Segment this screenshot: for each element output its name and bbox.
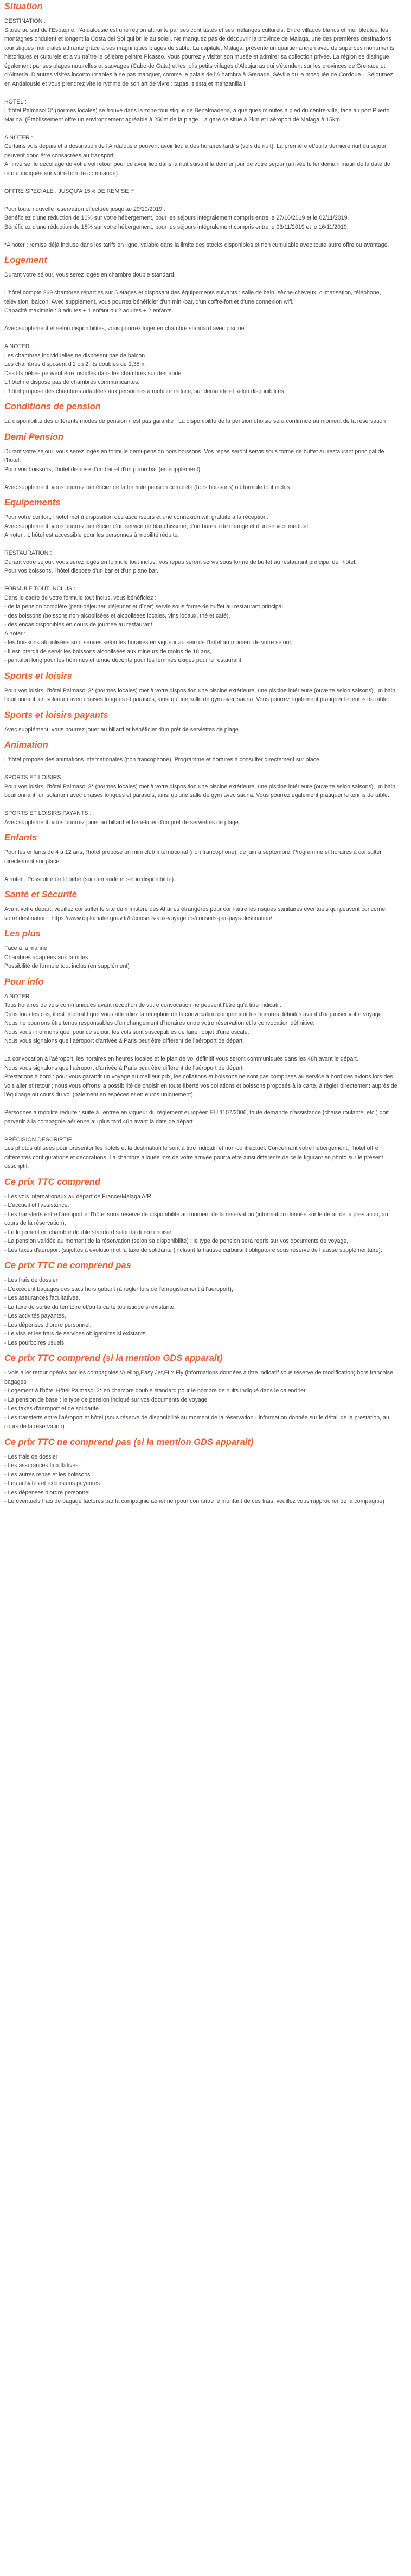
section [4,928,398,971]
paragraph: L'hôtel propose des animations internationales (non francophone). Programme et horaires à consulter directement sur place. [4,756,321,763]
paragraph: - Les taxes d'aéroport et de solidarité [4,1405,99,1412]
paragraph: - La pension validée au moment de la réservation (selon sa disponibilité) : le type de pension sera repris sur vos documents de voyage, [4,1238,349,1244]
paragraph: Avant votre départ, veuillez consulter le site du ministère des Affaires étrangères pour connaître les risques sanitaires éventuels qui peuvent concerner votre destination : https://www.diplomatie.gouv.fr/fr/conseils-aux-voyageurs/conseils-par-pays-destination/ [4,906,387,922]
paragraph: - Les dépenses d'ordre personnel [4,1489,90,1496]
paragraph: - des encas disponibles en cours de journée au restaurant. [4,621,154,628]
section-title: Situation [4,2,43,11]
section-title: Equipements [4,498,61,508]
paragraph: Possibilité de formule tout inclus (en supplément) [4,963,130,969]
paragraph-spacer [4,333,398,343]
paragraph: Prestations à bord : pour vous garantir un voyage au meilleur prix, les collations et boissons ne sont pas comprises au service à bord des avions lors des vols aller et retour ; nous vous offrons la possibilité de choisir en toute liberté vos collations et boissons proposés à la carte, à régler directement auprès de l'équipage ou cours du vol (paiement en espèces et en euros uniquement). [4,1074,397,1098]
section [4,1260,398,1347]
section [4,1177,398,1255]
paragraph: Avec supplément et selon disponibilités, vous pourrez loger en chambre standard avec piscine. [4,325,246,332]
paragraph: A noter : Possibilité de lit bébé (sur demande et selon disponibilité). [4,876,176,883]
paragraph: L'hôtel compte 269 chambres réparties sur 5 étages et disposant des équipements suivants : salle de bain, sèche-cheveux, climatisation, téléphone, télévision, balcon. Avec supplément, vous pourrez bénéficier d'un mini-bar, d'un coffre-fort et d'une connexion wifi. [4,290,381,305]
paragraph: - les boissons alcoolisées sont servies selon les horaires en vigueur au sein de l'hôtel au moment de votre séjour, [4,639,293,646]
paragraph-spacer [4,1046,398,1055]
section [4,497,398,665]
section [4,710,398,735]
paragraph: Dans le cadre de votre formule tout inclus, vous bénéficiez : [4,594,157,601]
paragraph: L'hôtel propose des chambres adaptées aux personnes à mobilité réduite, sur demande et selon disponibilités. [4,388,286,395]
paragraph: Nous vous signalons que l'aéroport d'arrivée à Paris peut être différent de l'aéroport de départ. [4,1038,245,1044]
paragraph: - Les transferts entre l'aéroport et l'hôtel sous réserve de disponibilité au moment de la réservation (information donnée sur le détail de la prestation, au cours de la réservation), [4,1211,388,1226]
paragraph: Nous ne pourrons être tenus responsables d'un changement d'horaires entre votre réservation et la convocation définitive. [4,1020,315,1026]
paragraph: Avec supplément, vous pourrez jouer au billard et bénéficier d'un prêt de serviettes de plage. [4,819,240,826]
paragraph: - Les transferts entre l'aéroport et hôtel (sous réserve de disponibilité au moment de la réservation - information donnée sur le détail de la prestation, au cours de la réservation) [4,1414,389,1430]
paragraph-spacer [4,196,398,205]
paragraph: Située au sud de l'Espagne, l'Andalousie est une région attirante par ses contrastes et ses mélanges culturels. Entre villages blancs et mer bleutée, les montagnes ondulent et longent la Costa del Sol qui brille au soleil. Ne manquez pas de découvrir la province de Malaga, une des premières destinations touristiques mondiales attirante grâce à ses magnifiques plages de sable. La capitale, Malaga, présente un quartier ancien avec de superbes monuments historiques et culturels et a vu naître le célèbre peintre Picasso. Vous pourrez y visiter son musée et admirer sa collection privée. La région se distingue également par ses plages naturelles et sauvages (Cabo de Gata) et les jolis petits villages d'Alpujarras qui s'étendent sur les provinces de Grenade et d'Almeria. D'autres visites incontournables à ne pas manquer, comme le palais de l'Alhambra à Grenade, Séville ou la mosquée de Cordoue... Séjournez en Andalousie et vous prendrez vite le rythme de son art de vivre : tapas, siesta et manzanilla ! [4,27,395,87]
section-title: Ce prix TTC comprend [4,1177,100,1187]
paragraph: Avec supplément, vous pourrez bénéficier d'un service de blanchisserie, d'un bureau de change et d'un service médical. [4,523,310,530]
paragraph: Certains vols depuis et à destination de l'Andalousie peuvent avoir lieu à des horaires tardifs (vols de nuit). La première et/ou la dernière nuit du séjour peuvent donc être consacrées au transport. [4,143,387,159]
paragraph: Pour vos loisirs, l'hôtel Palmasol 3* (normes locales) met à votre disposition une piscine extérieure, une piscine intérieure (ouverte selon saisons), un bain bouillonnant, un solarium avec chaises longues et parasols, ainsi qu'une salle de gym avec sauna. Vous pourrez également pratiquer le tennis de table. [4,783,395,799]
paragraph: A NOTER : [4,993,33,1000]
paragraph: Dans tous les cas, il est impératif que vous attendiez la réception de la convocation comprenant les horaires définitifs avant d'organiser votre voyage. [4,1011,383,1018]
paragraph: - Les dépenses d'ordre personnel, [4,1321,92,1328]
section-title: Sports et loisirs payants [4,710,108,720]
paragraph: Capacité maximale : 3 adultes + 1 enfant ou 2 adultes + 2 enfants. [4,307,174,314]
paragraph: - Vols aller retour opérés par les compagnies Vueling,Easy Jet,FLY Fly (informations données à titre indicatif sous réserve de modification) hors franchise bagages [4,1370,393,1385]
section-title: Enfants [4,833,37,843]
paragraph: A noter : L'hôtel est accessible pour les personnes à mobilité réduite. [4,532,179,538]
section-title: Ce prix TTC ne comprend pas [4,1261,131,1270]
section [4,1437,398,1506]
paragraph: Nous vous signalons que l'aéroport d'arrivée à Paris peut être différent de l'aéroport de départ. [4,1064,245,1071]
paragraph: L'hôtel Palmasol 3* (normes locales) se trouve dans la zone touristique de Benalmadena, à quelques minutes à pied du centre-ville, face au port Puerto Marina. (Établissement offre un environnement agréable à 250m de la plage. La gare se situe à 2km et l'aéroport de Malaga à 15km. [4,107,390,123]
paragraph: A NOTER : [4,134,33,141]
paragraph: *A noter : remise déjà incluse dans les tarifs en ligne, valable dans la limite des stocks disponibles et non cumulable avec toute autre offre ou avantage. [4,241,389,248]
paragraph: Avec supplément, vous pourrez bénéficier de la formule pension complète (hors boissons) ou formule tout inclus. [4,484,292,491]
paragraph: - Les activités et excursions payantes [4,1480,100,1487]
paragraph: Pour les enfants de 4 à 12 ans, l'hôtel propose un mini club international (non francophone), de juin à septembre. Programme et horaires à consulter directement sur place. [4,849,382,865]
paragraph: - pantalon long pour les hommes et tenue décente pour les femmes exigés pour le restaurant. [4,657,243,664]
section-title: Demi Pension [4,432,64,442]
section-title: Santé et Sécurité [4,890,77,900]
paragraph: Nous vous informons que, pour ce séjour, les vols sont susceptibles de faire l'objet d'une escale. [4,1029,249,1036]
paragraph: - Les assurances facultatives [4,1462,79,1469]
paragraph: SPORTS ET LOISIRS : [4,774,65,781]
paragraph: - Le logement en chambre double standard selon la durée choisie, [4,1229,173,1236]
section-title: Sports et loisirs [4,671,72,681]
section-title: Conditions de pension [4,402,101,412]
paragraph: Des lits bébés peuvent être installés dans les chambres sur demande. [4,370,183,377]
paragraph: A NOTER : [4,343,33,350]
paragraph: FORMULE TOUT INCLUS : [4,586,75,592]
section [4,255,398,396]
paragraph-spacer [4,474,398,483]
paragraph: Les photos utilisées pour présenter les hôtels et la destination le sont à titre indicatif et non-contractuel. Concernant votre hébergement, l'hôtel offre différentes configurations et décorations. La chambre allouée lors de votre arrivée pourra être ainsi différente de celle figurant en photo sur le présent descriptif. [4,1145,383,1170]
paragraph: Face à la marine [4,945,47,952]
paragraph-spacer [4,316,398,325]
paragraph: - Les vols internationaux au départ de France/Malaga A/R, [4,1193,153,1200]
paragraph-spacer [4,178,398,187]
paragraph: Pour vos loisirs, l'hôtel Palmasol 3* (normes locales) met à votre disposition une piscine extérieure, une piscine intérieure (ouverte selon saisons), un bain bouillonnant, un solarium avec chaises longues et parasols, ainsi qu'une salle de gym avec sauna. Vous pourrez également pratiquer le tennis de table. [4,687,395,703]
paragraph: - des boissons (boissons non-alcoolisées et alcoolisées locales, vins locaux, thé et café), [4,612,230,619]
paragraph: - Les activités payantes, [4,1313,66,1319]
paragraph: Pour toute nouvelle réservation effectuée jusqu'au 29/10/2019 : [4,205,165,213]
section [4,740,398,827]
paragraph-spacer [4,765,398,774]
paragraph-spacer [4,124,398,133]
paragraph: SPORTS ET LOISIRS PAYANTS : [4,810,92,817]
paragraph: La convocation à l'aéroport, les horaires en heures locales et le plan de vol définitif vous seront communiqués dans les 48h avant le départ. [4,1056,358,1062]
paragraph: PRÉCISION DESCRIPTIF [4,1136,72,1143]
paragraph: - Les taxes d'aéroport (sujettes à évolution) et la taxe de solidarité (incluant la hausse carburant obligatoire sous réserve de hausse supplémentaire). [4,1247,382,1254]
paragraph: - L'excédent bagages des sacs hors gabarit (à régler lors de l'enregistrement à l'aéroport), [4,1286,233,1293]
paragraph: Les chambres disposent d'1 ou 2 lits doubles de 1,35m. [4,361,146,368]
section-title: Ce prix TTC comprend (si la mention GDS apparait) [4,1353,223,1363]
paragraph: - Les frais de dossier [4,1277,58,1283]
paragraph-spacer [4,540,398,549]
paragraph-spacer [4,232,398,241]
paragraph: Personnes à mobilité réduite : suite à l'entrée en vigueur du règlement européen EU 1107/2006, toute demande d'assistance (chaise roulante, etc.) doit parvenir à la compagnie aérienne au plus tard 48h avant la date de départ. [4,1109,389,1125]
paragraph: DESTINATION : [4,18,46,24]
paragraph-spacer [4,866,398,875]
paragraph: - Les autres repas et les boissons [4,1471,91,1478]
section-title: Pour info [4,977,44,987]
paragraph: Chambres adaptées aux familles [4,954,88,961]
paragraph: La disponibilité des différents modes de pension n'est pas garantie . La disponibilité de la pension choisie sera confirmée au moment de la réservation [4,418,386,425]
paragraph: A noter : [4,630,26,637]
paragraph-spacer [4,280,398,289]
paragraph: Pour votre confort, l'hôtel met à disposition des ascenseurs et une connexion wifi gratuite à la réception. [4,514,268,521]
section-title: Animation [4,740,48,750]
section [4,889,398,923]
section [4,1353,398,1431]
section [4,401,398,426]
paragraph: Pour vos boissons, l'hôtel dispose d'un bar et d'un piano bar. [4,568,159,574]
paragraph: - de la pension complète (petit-déjeuner, déjeuner et dîner) servie sous forme de buffet au restaurant principal, [4,603,285,610]
paragraph: - La pension de base : le type de pension indiqué sur vos documents de voyage [4,1396,208,1403]
section [4,977,398,1171]
section [4,671,398,704]
paragraph: Pour vos boissons, l'hôtel dispose d'un bar et d'un piano bar (en supplément). [4,466,202,473]
paragraph: Bénéficiez d'une réduction de 10% sur votre hébergement, pour les séjours intégralement compris entre le 27/10/2019 et le 02/11/2019. [4,215,349,221]
paragraph: - Le éventuels frais de bagage facturés par la compagnie aérienne (pour connaître le montant de ces frais, veuillez vous rapprocher de la compagnie) [4,1498,384,1505]
paragraph-spacer [4,1100,398,1109]
paragraph-spacer [4,576,398,585]
paragraph: - Les frais de dossier [4,1453,58,1460]
paragraph: - il est interdit de servir les boissons alcoolisées aux mineurs de moins de 18 ans, [4,648,212,655]
paragraph: Bénéficiez d'une réduction de 15% sur votre hébergement, pour les séjours intégralement compris entre le 03/11/2019 et le 16/11/2019. [4,223,349,230]
paragraph: OFFRE SPECIALE : JUSQU'A 15% DE REMISE !* [4,188,134,195]
paragraph: - Logement à l'hôtel Hôtel Palmasol 3* en chambre double standard pour le nombre de nuits indiqué dans le calendrier [4,1387,306,1394]
paragraph: - Les assurances facultatives, [4,1295,80,1301]
paragraph: RESTAURATION : [4,550,52,556]
section-title: Les plus [4,929,41,939]
paragraph: - Les pourboires usuels. [4,1339,66,1346]
paragraph: Durant votre séjour, vous serez logés en formule tout inclus. Vos repas seront servis sous forme de buffet au restaurant principal de l'hôtel. [4,558,357,566]
paragraph: A l'inverse, le décollage de votre vol retour pour ce avoir lieu dans la nuit suivant la dernier jour de votre séjour (arrivée le lendemain matin de la date de retour indiquée sur votre bon de commande). [4,161,390,177]
paragraph: L'hôtel ne dispose pas de chambres communicantes. [4,379,140,386]
paragraph: Durant votre séjour, vous serez logés en formule demi-pension hors boissons. Vos repas seront servis sous forme de buffet au restaurant principal de l'hôtel. [4,448,384,464]
section-title: Logement [4,255,47,265]
paragraph: Tous horaires de vols communiqués avant réception de votre convocation ne peuvent l'être qu'à titre indicatif. [4,1002,282,1008]
paragraph-spacer [4,88,398,98]
paragraph: - Le visa et les frais de services obligatoires si existants, [4,1331,147,1337]
section-title: Ce prix TTC ne comprend pas (si la mention GDS apparait) [4,1437,254,1447]
section [4,832,398,884]
paragraph: - La taxe de sortie du territoire et/ou la carte touristique si existante, [4,1303,176,1311]
paragraph: - L'accueil et l'assistance, [4,1202,69,1209]
paragraph: Durant votre séjour, vous serez logés en chambre double standard. [4,272,176,278]
paragraph: HOTEL : [4,98,27,105]
section [4,1,398,249]
paragraph-spacer [4,1126,398,1135]
paragraph-spacer [4,800,398,810]
paragraph: Les chambres individuelles ne disposent pas de balcon. [4,352,147,359]
section [4,432,398,492]
paragraph: Avec supplément, vous pourrez jouer au billard et bénéficier d'un prêt de serviettes de plage. [4,726,240,733]
